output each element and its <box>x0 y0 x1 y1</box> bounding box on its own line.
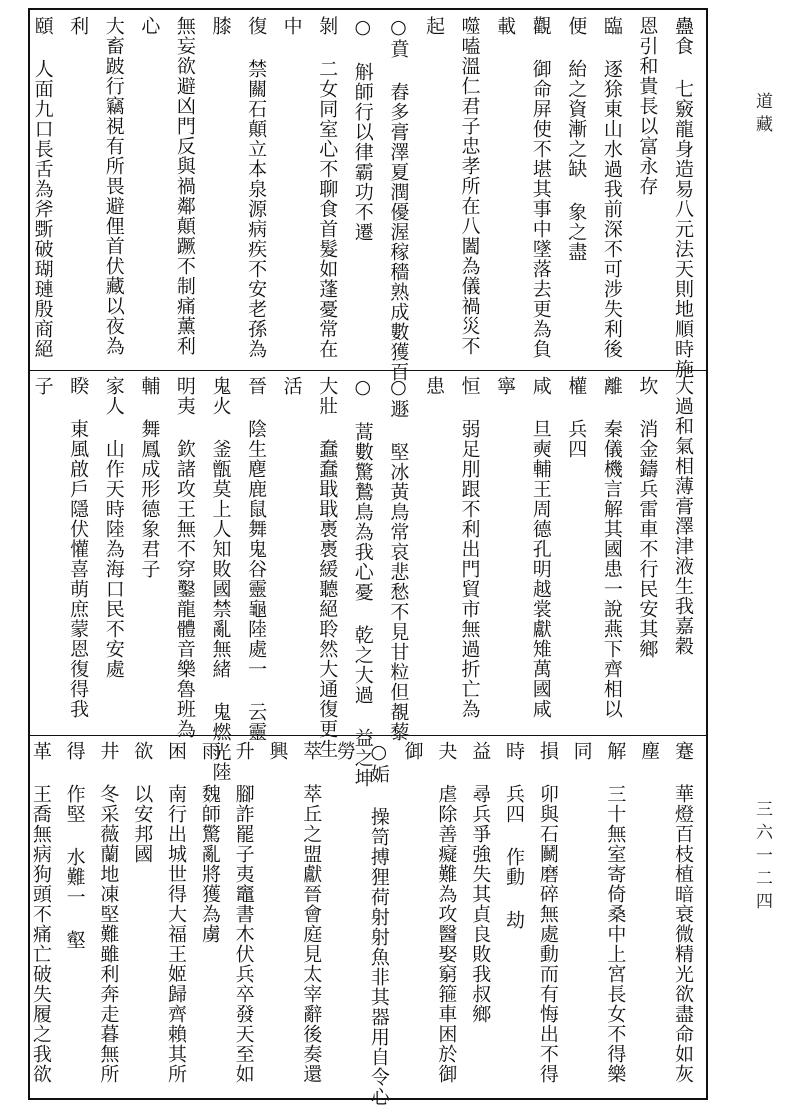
text-column: ○賁 舂多膏澤夏潤優渥稼穡熟成數獲百 <box>387 16 410 382</box>
text-column: ○ 蒿數驚鷙鳥為我心憂 乾之大過 益之坤 <box>351 376 374 788</box>
text-column: 咸 旦奭輔王周德孔明越裳獻雉萬國咸 <box>529 376 552 719</box>
text-column: 塵 <box>638 741 661 761</box>
page-frame <box>28 8 708 1107</box>
text-column: 勞 <box>334 741 356 761</box>
text-column: 雨 魏師驚亂將獲為虜 <box>198 741 221 944</box>
text-column: 大過和氣相薄膏澤津液生我嘉穀 <box>672 376 694 656</box>
page-number: 三六一二四 <box>752 800 772 915</box>
text-column: 益 尋兵爭強失其貞良敗我叔鄉 <box>469 741 492 1024</box>
text-column: 活 <box>280 376 303 396</box>
text-column: 家人 山作天時陸為海口民不安處 <box>102 376 125 679</box>
text-column: 噬嗑溫仁君子忠孝所在八闔為儀禍災不 <box>458 16 481 356</box>
text-column: ○遯 堅冰黃鳥常哀悲愁不見甘粒但覩藜 <box>387 376 410 742</box>
text-column: 睽 東風啟戶隱伏懽喜萌庶蒙恩復得我 <box>67 376 90 719</box>
text-column: 大壯 蠢蠢戢戢褭褭緩聽絕聆然大通復更生 <box>316 376 339 759</box>
book-title: 道藏 <box>752 92 772 138</box>
text-column: 寧 <box>494 376 517 396</box>
text-column: 患 <box>422 376 445 396</box>
text-column: 損 卯與石鬭磨碎無處動而有悔出不得 <box>536 741 559 1084</box>
text-section-top <box>30 16 706 382</box>
text-column: 困 南行出城世得大福王姬歸齊賴其所 <box>165 741 187 1084</box>
text-column: 明夷 欽諸攻王無不穿鑿龍體音樂魯班為 <box>173 376 196 739</box>
text-column: 頤 人面九口長舌為斧斲破瑚璉殷商絕 <box>31 16 54 359</box>
text-section-middle <box>30 376 706 788</box>
text-column: 輔 舞鳳成形德象君子 <box>138 376 161 579</box>
text-column: 復 禁關石顛立本泉源病疾不安老孫為 <box>245 16 268 359</box>
text-column: 膝 <box>209 16 232 36</box>
text-column: 井 冬采薇蘭地凍堅難雖利奔走暮無所 <box>97 741 120 1084</box>
text-column: 無妄欲避凶門反與禍鄰顛蹶不制痛薰利 <box>173 16 196 356</box>
text-column: 升 腳詐罷子夷竈書木伏兵卒發天至如 <box>232 741 255 1084</box>
text-column: 萃 萃丘之盟獻晉會庭見太宰辭後奏還 <box>300 741 323 1084</box>
text-column: 夬 虐除善癡難為攻醫娶窮箍車困於御 <box>435 741 458 1084</box>
text-column: ○姤 操笥搏狸荷射射魚非其器用自令心 <box>367 741 390 1107</box>
text-column: 同 <box>570 741 593 761</box>
text-column: 起 <box>422 16 445 36</box>
text-section-bottom <box>29 741 706 1107</box>
text-column: 得 作堅 水難一 壑 <box>63 741 86 950</box>
text-column: 欲 以安邦國 <box>131 741 154 864</box>
text-column: 離 秦儀機言解其國患一說燕下齊相以 <box>600 376 623 719</box>
text-column: 革 王喬無病狗頭不痛亡破失履之我欲 <box>29 741 52 1084</box>
text-column: 時 兵四 作動 劫 <box>503 741 525 930</box>
text-column: 蠱食 七竅龍身造易八元法天則地順時施 <box>672 16 694 379</box>
text-column: 權 兵四 <box>565 376 588 459</box>
text-column: 心 <box>138 16 161 36</box>
text-column: 子 <box>31 376 54 396</box>
text-column: 載 <box>494 16 517 36</box>
text-column: ○ 斛師行以律霸功不遷 <box>351 16 374 242</box>
text-column: 坎 消金鑄兵雷車不行民安其鄉 <box>636 376 659 659</box>
text-column: 臨 逐狳東山水過我前深不可涉失利後 <box>600 16 623 359</box>
text-column: 中 <box>280 16 303 36</box>
text-column: 解 三十無室寄倚桑中上宮長女不得樂 <box>604 741 627 1084</box>
text-column: 興 <box>266 741 289 761</box>
text-column: 便 紿之資漸之缺 象之盡 <box>565 16 588 262</box>
text-column: 鬼火 釜甑莫上人知敗國禁亂無緒 鬼燃光陸 <box>209 376 232 782</box>
text-column: 剝 二女同室心不聊食首髮如蓬憂常在 <box>316 16 339 359</box>
text-column: 恩引和貴長以富永存 <box>636 16 659 196</box>
text-column: 利 <box>67 16 90 36</box>
text-column: 御 <box>401 741 424 761</box>
text-column: 蹇 華燈百枝植暗衰微精光欲盡命如灰 <box>672 741 694 1084</box>
text-column: 恒 弱足刖跟不利出門貿市無過折亡為 <box>458 376 481 719</box>
text-column: 大畜跛行竊視有所畏避俚首伏藏以夜為 <box>102 16 125 356</box>
text-column: 晉 陰生麀鹿鼠舞鬼谷靈龜陸處一 云靈 <box>245 376 268 742</box>
text-column: 觀 御命屏使不堪其事中墜落去更為負 <box>529 16 552 359</box>
section-divider <box>30 370 706 371</box>
